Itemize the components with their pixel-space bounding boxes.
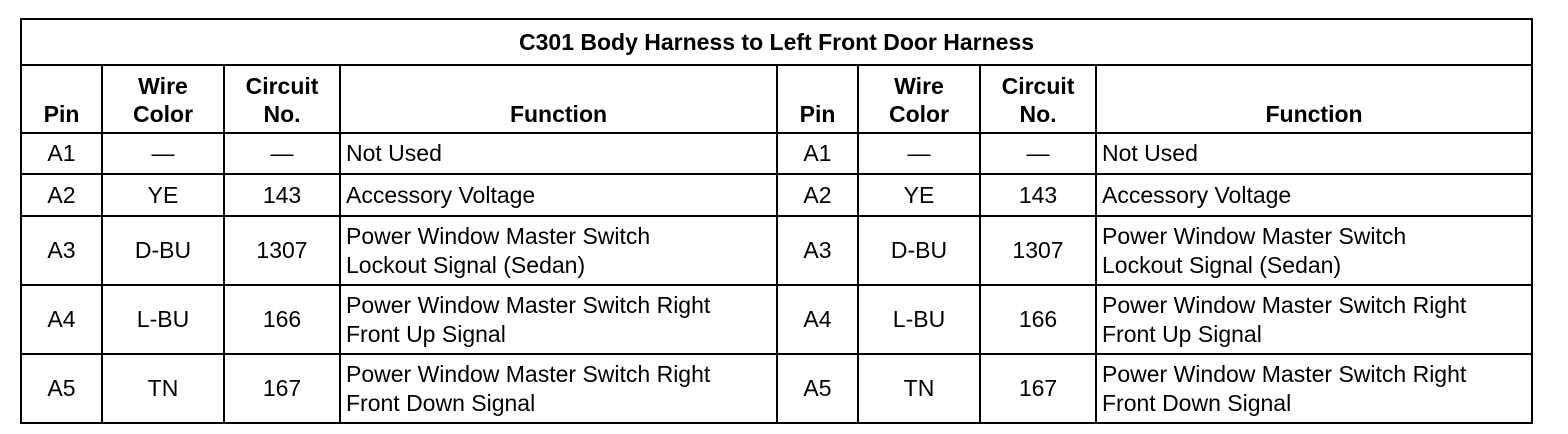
table-row <box>21 285 1532 354</box>
circuit-cell: — <box>980 133 1096 174</box>
circuit-cell: 1307 <box>980 216 1096 285</box>
header-circuit-line2: No. <box>1019 101 1057 127</box>
wire-color-cell: YE <box>858 174 980 216</box>
header-wire-color-line1: Wire <box>894 73 944 99</box>
function-line2: Front Up Signal <box>1102 320 1262 347</box>
pin-cell: A2 <box>21 174 102 216</box>
pin-cell: A1 <box>21 133 102 174</box>
header-wire-color <box>102 65 224 133</box>
wire-color-cell: YE <box>102 174 224 216</box>
connector-pinout-table <box>20 18 1533 424</box>
function-cell <box>1096 354 1532 423</box>
function-cell <box>340 133 777 174</box>
function-cell <box>1096 133 1532 174</box>
header-pin: Pin <box>777 65 858 133</box>
pin-cell: A5 <box>21 354 102 423</box>
header-circuit-line2: No. <box>263 101 301 127</box>
function-line1: Accessory Voltage <box>346 181 536 208</box>
function-cell <box>1096 174 1532 216</box>
table-row <box>21 133 1532 174</box>
header-circuit-line1: Circuit <box>1001 73 1075 99</box>
function-line1: Power Window Master Switch <box>346 222 651 249</box>
function-cell <box>340 174 777 216</box>
pin-cell: A3 <box>777 216 858 285</box>
wire-color-cell: D-BU <box>858 216 980 285</box>
wire-color-cell: TN <box>858 354 980 423</box>
function-cell <box>340 216 777 285</box>
pin-cell: A4 <box>777 285 858 354</box>
header-wire-color-line2: Color <box>888 101 950 127</box>
header-pin: Pin <box>21 65 102 133</box>
wire-color-cell: D-BU <box>102 216 224 285</box>
header-circuit-no <box>980 65 1096 133</box>
wire-color-cell: L-BU <box>858 285 980 354</box>
function-line1: Power Window Master Switch Right <box>1102 291 1467 318</box>
wire-color-cell: — <box>102 133 224 174</box>
function-line1: Not Used <box>346 140 442 166</box>
function-line2: Front Up Signal <box>346 320 506 347</box>
circuit-cell: 167 <box>980 354 1096 423</box>
wire-color-cell: L-BU <box>102 285 224 354</box>
pin-cell: A2 <box>777 174 858 216</box>
function-line1: Power Window Master Switch Right <box>346 291 711 318</box>
function-line1: Power Window Master Switch <box>1102 222 1407 249</box>
circuit-cell: 167 <box>224 354 340 423</box>
wire-color-cell: TN <box>102 354 224 423</box>
header-function: Function <box>340 65 777 133</box>
circuit-cell: 166 <box>980 285 1096 354</box>
table-row <box>21 174 1532 216</box>
circuit-cell: 166 <box>224 285 340 354</box>
header-function: Function <box>1096 65 1532 133</box>
header-circuit-line1: Circuit <box>245 73 319 99</box>
header-wire-color <box>858 65 980 133</box>
header-wire-color-line1: Wire <box>138 73 188 99</box>
function-cell <box>340 354 777 423</box>
circuit-cell: 1307 <box>224 216 340 285</box>
table-row <box>21 216 1532 285</box>
function-cell <box>1096 285 1532 354</box>
table-row <box>21 354 1532 423</box>
header-wire-color-line2: Color <box>132 101 194 127</box>
function-line1: Not Used <box>1102 140 1198 166</box>
function-line2: Lockout Signal (Sedan) <box>346 251 586 278</box>
function-line1: Power Window Master Switch Right <box>346 360 711 387</box>
wire-color-cell: — <box>858 133 980 174</box>
table-title: C301 Body Harness to Left Front Door Harness <box>21 19 1532 65</box>
function-line1: Accessory Voltage <box>1102 181 1292 208</box>
pin-cell: A5 <box>777 354 858 423</box>
function-line1: Power Window Master Switch Right <box>1102 360 1467 387</box>
function-line2: Lockout Signal (Sedan) <box>1102 251 1342 278</box>
function-line2: Front Down Signal <box>346 389 536 416</box>
circuit-cell: — <box>224 133 340 174</box>
circuit-cell: 143 <box>224 174 340 216</box>
pin-cell: A4 <box>21 285 102 354</box>
function-cell <box>1096 216 1532 285</box>
circuit-cell: 143 <box>980 174 1096 216</box>
header-circuit-no <box>224 65 340 133</box>
pin-cell: A1 <box>777 133 858 174</box>
function-line2: Front Down Signal <box>1102 389 1292 416</box>
pin-cell: A3 <box>21 216 102 285</box>
header-row <box>21 65 1532 133</box>
function-cell <box>340 285 777 354</box>
